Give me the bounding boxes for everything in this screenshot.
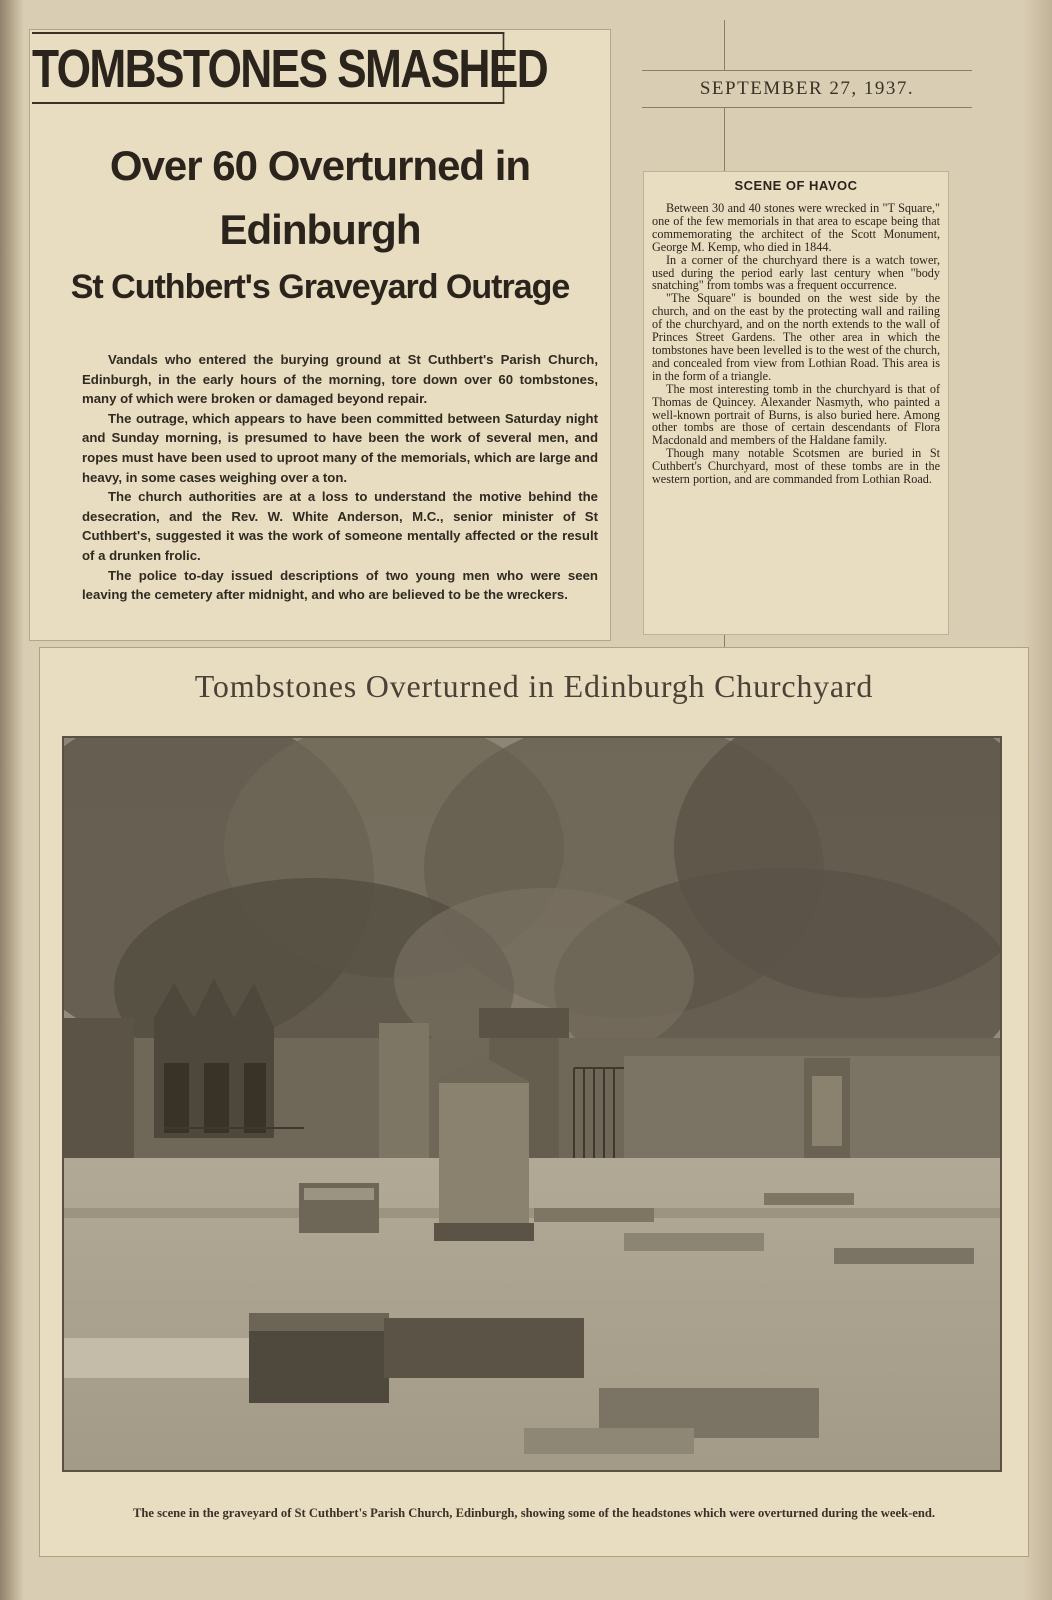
article-paragraph: Vandals who entered the burying ground at St Cuthbert's Parish Church, Edinburgh, in the early hours of the morning, tore down over 60 tombstones, many of which were broken or damaged beyond repair. (82, 352, 598, 407)
graveyard-photo (62, 736, 1002, 1472)
page-edge (0, 0, 24, 1600)
column-rule-middle (724, 108, 725, 172)
scene-of-havoc-clipping (644, 172, 948, 634)
subheadline-2: Edinburgh (219, 206, 421, 253)
havoc-paragraph: The most interesting tomb in the churchyard is that of Thomas de Quincey. Alexander Nasmyth, who painted a well-known portrait of Burns, is also buried here. Among other tombs are those of certain descendants of Flora Macdonald and members of the Haldane family. (652, 381, 940, 448)
havoc-paragraph: Between 30 and 40 stones were wrecked in "T Square," one of the few memorials in that area to escape being that commemorating the architect of the Scott Monument, George M. Kemp, who died in 1844. (652, 201, 940, 254)
headline-clipping (30, 30, 610, 640)
havoc-paragraph: Though many notable Scotsmen are buried in St Cuthbert's Churchyard, most of these tombs are in the western portion, and are commanded from Lothian Road. (652, 446, 940, 487)
photo-heading: Tombstones Overturned in Edinburgh Churchyard (194, 668, 874, 704)
article-body (82, 350, 598, 605)
havoc-body (652, 202, 940, 486)
havoc-paragraph: "The Square" is bounded on the west side by the church, and on the east by the protecting wall and railing of the churchyard, and on the north extends to the wall of Princes Street Gardens. The other area in which the tombstones have been levelled is to the west of the church, and concealed from view from Lothian Road. This area is in the form of a triangle. (652, 291, 940, 383)
article-paragraph: The church authorities are at a loss to understand the motive behind the desecration, and the Rev. W. White Anderson, M.C., senior minister of St Cuthbert's, suggested it was the work of someone mentally affected or the result of a drunken frolic. (82, 489, 598, 563)
banner-headline: TOMBSTONES SMASHED (32, 32, 504, 104)
article-paragraph: The outrage, which appears to have been committed between Saturday night and Sunday morning, is presumed to have been the work of several men, and ropes must have been used to uproot many of the memorials, which are large and heavy, in some cases weighing over a ton. (82, 410, 598, 485)
havoc-title: SCENE OF HAVOC (734, 178, 858, 193)
subheadline-1: Over 60 Overturned in (109, 142, 531, 189)
date-line: SEPTEMBER 27, 1937. (642, 70, 972, 108)
photo-caption: The scene in the graveyard of St Cuthbert's Parish Church, Edinburgh, showing some of the headstones which were overturned during the week-end. (132, 1506, 936, 1520)
graveyard-photo-illustration (64, 738, 1000, 1470)
photo-clipping (40, 648, 1028, 1556)
article-paragraph: The police to-day issued descriptions of two young men who were seen leaving the cemetery after midnight, and who are believed to be the wreckers. (82, 567, 598, 603)
column-rule-top (724, 20, 725, 70)
subheadline-3: St Cuthbert's Graveyard Outrage (70, 268, 570, 306)
havoc-paragraph: In a corner of the churchyard there is a watch tower, used during the period early last century when "body snatching" from tombs was a frequent occurrence. (652, 252, 940, 293)
column-rule-bottom (724, 634, 725, 648)
